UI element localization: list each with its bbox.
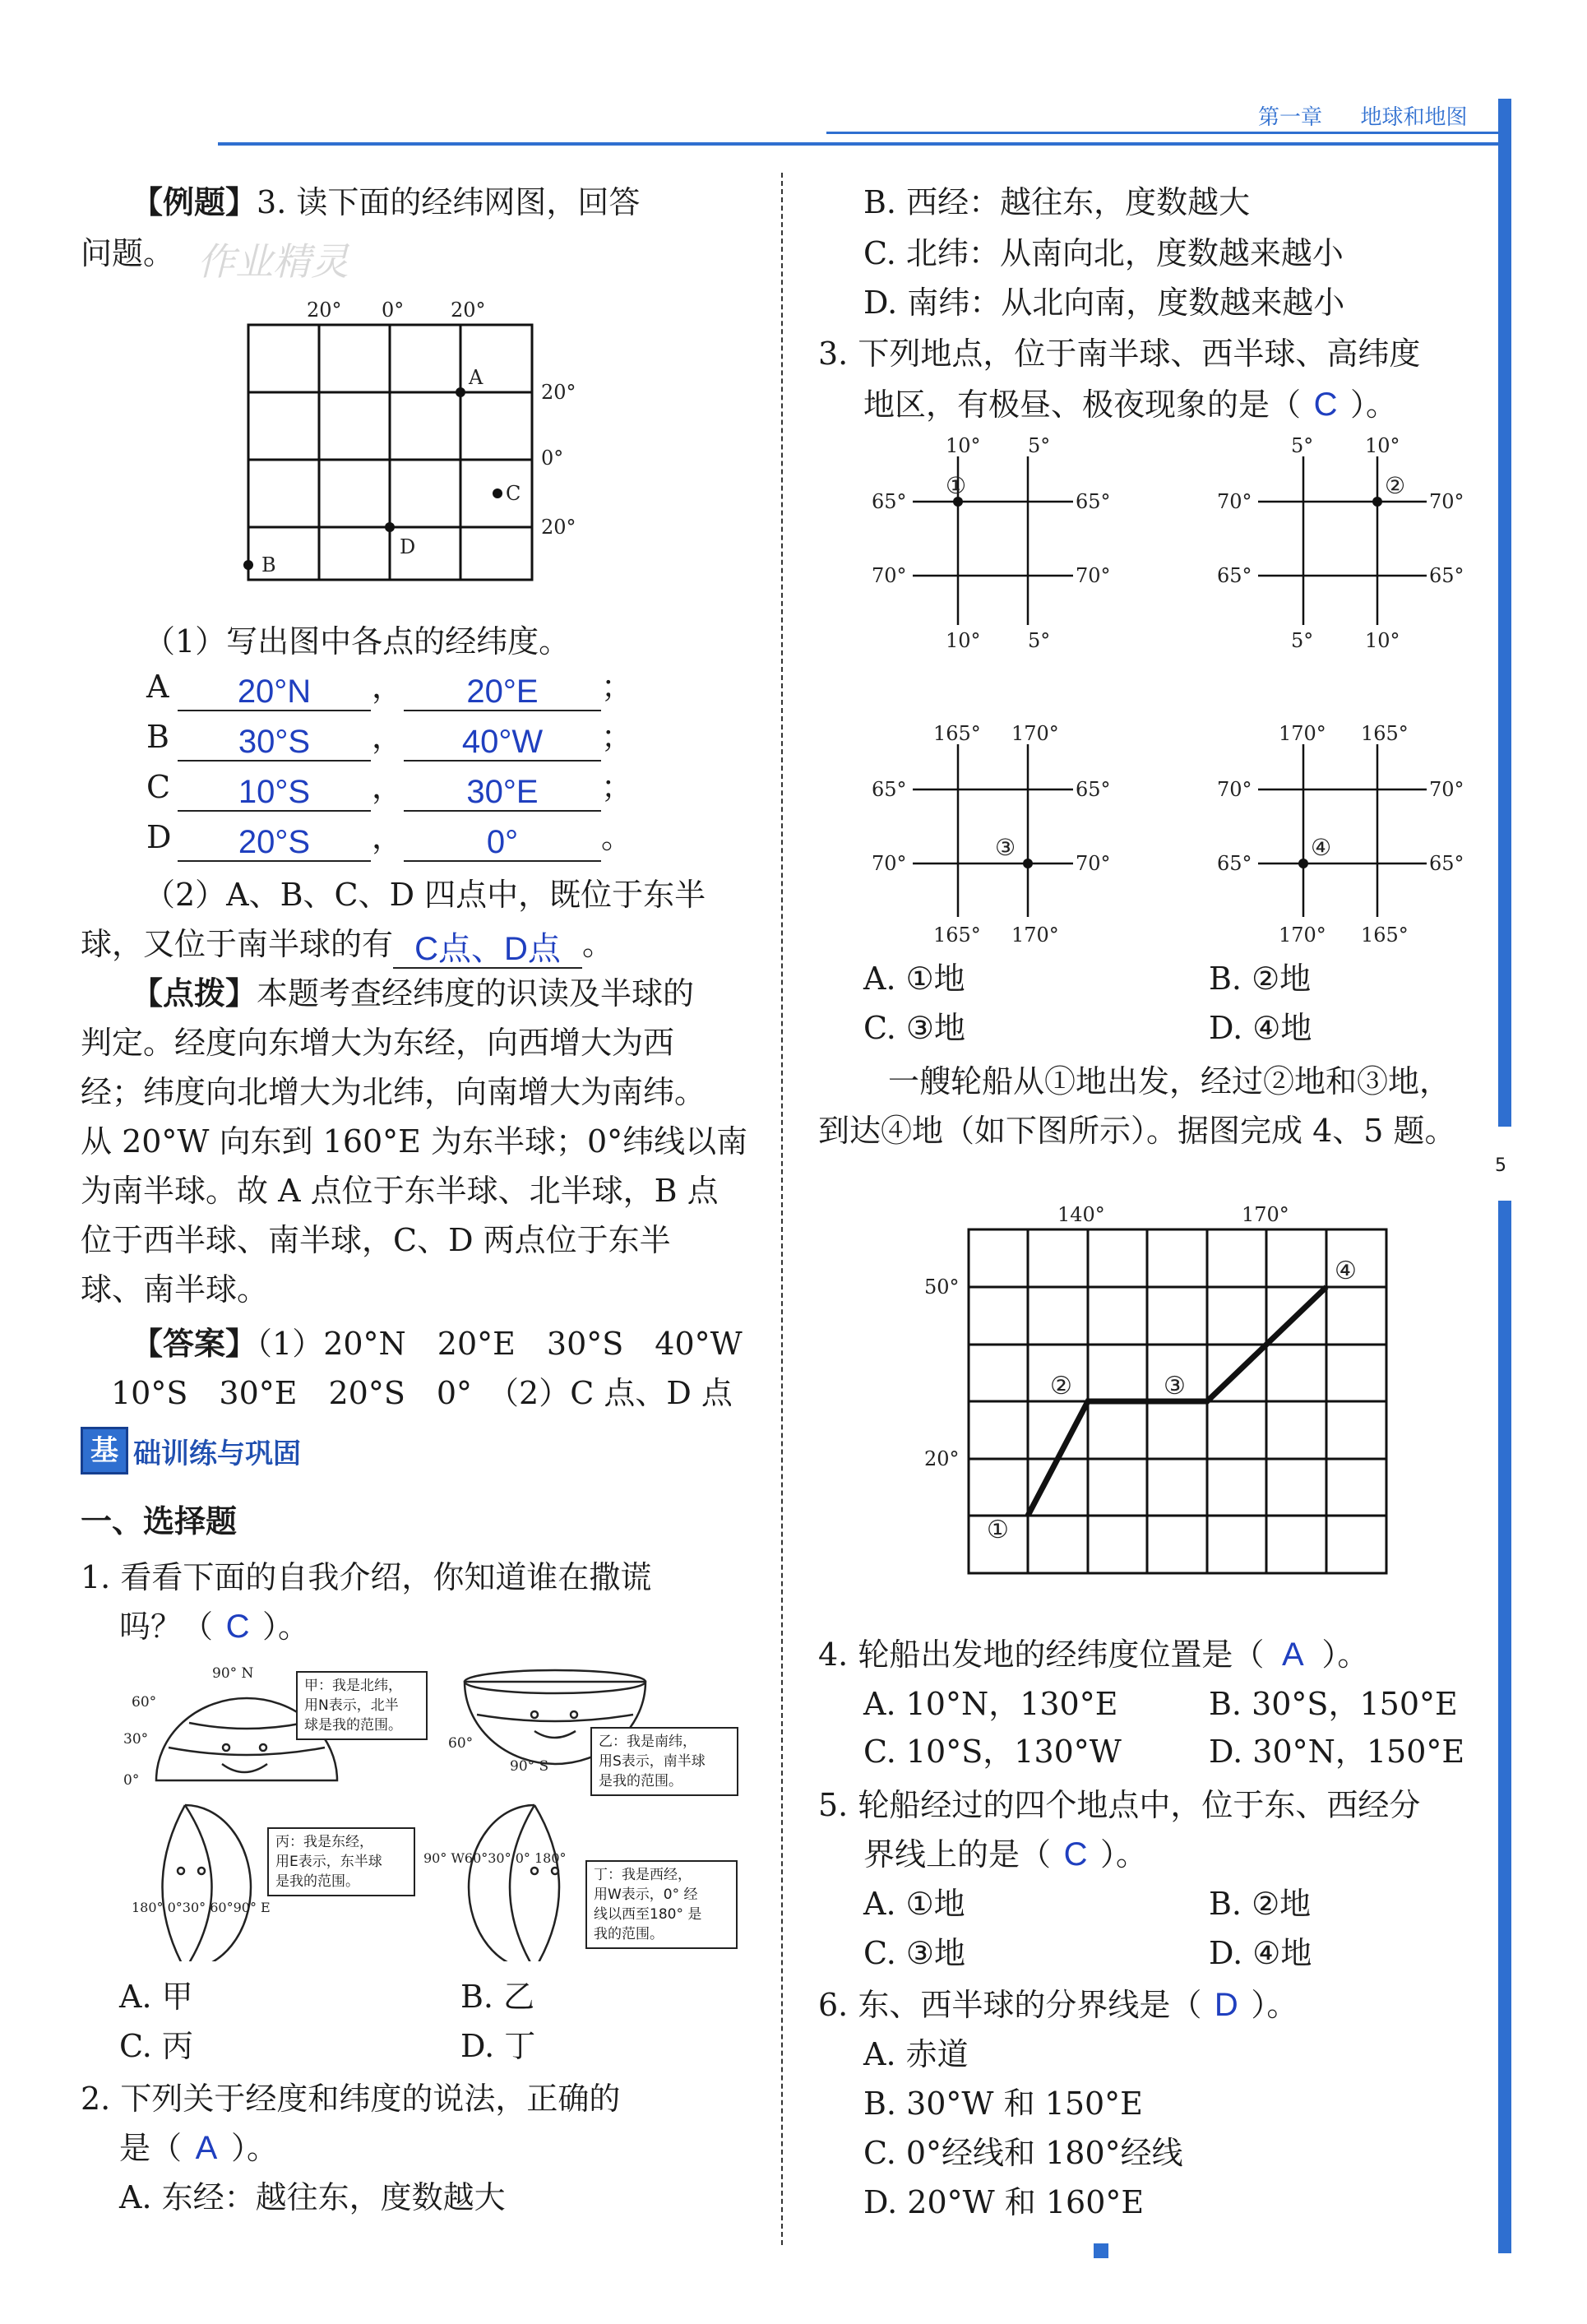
q5-line1: 5. 轮船经过的四个地点中，位于东、西经分 (818, 1787, 1421, 1823)
bubble-jia: 甲：我是北纬， 用N表示，北半 球是我的范围。 (296, 1671, 428, 1740)
answer-text: （1）20°N 20°E 30°S 40°W (257, 1326, 743, 1362)
lon-answer: 0° (404, 817, 601, 862)
svg-text:20°: 20° (924, 1447, 960, 1470)
answer-row (146, 762, 632, 812)
q1-option: C. 丙 (119, 2028, 193, 2064)
svg-text:70°: 70° (1076, 852, 1111, 875)
route-map (913, 1197, 1406, 1583)
section-icon: 基 (81, 1427, 128, 1474)
example-question (132, 178, 640, 227)
answer-tag: 【答案】 (132, 1325, 257, 1362)
q1-option: A. 甲 (119, 1979, 193, 2015)
route-mark-2: ② (1050, 1372, 1072, 1400)
q3-diagram-3 (863, 720, 1127, 950)
label-60: 60° (132, 1694, 157, 1711)
tip-line (81, 969, 755, 1018)
row-label: C (146, 769, 171, 805)
q3-end: ）。 (1350, 387, 1398, 423)
q2-option: A. 东经：越往东，度数越大 (119, 2179, 506, 2215)
separator: ， (371, 819, 403, 855)
tip-block (81, 969, 755, 1314)
q1-text: 吗？（ (119, 1609, 214, 1645)
grid-top-label: 0° (382, 299, 405, 322)
q5-end: ）。 (1100, 1836, 1148, 1873)
chapter-title: 地球和地图 (1360, 105, 1468, 130)
tip-line: 位于西半球、南半球，C、D 两点位于东半 (81, 1222, 671, 1258)
svg-text:70°: 70° (1217, 778, 1252, 801)
svg-text:65°: 65° (1429, 852, 1464, 875)
tip-line: 从 20°W 向东到 160°E 为东半球；0°纬线以南 (81, 1123, 748, 1160)
q6-end: ）。 (1251, 1987, 1298, 2023)
lon-answer: 30°E (404, 767, 601, 812)
tip-line: 判定。经度向东增大为东经，向西增大为西 (81, 1025, 675, 1061)
separator: ， (371, 719, 403, 755)
svg-text:165°: 165° (1361, 924, 1409, 947)
intro-line-2: 到达④地（如下图所示）。据图完成 4、5 题。 (818, 1113, 1456, 1149)
bubble-yi: 乙：我是南纬， 用S表示，南半球 是我的范围。 (590, 1727, 738, 1796)
q6-line (818, 1980, 1298, 2030)
header-rule-short (826, 132, 1509, 134)
svg-text:165°: 165° (933, 722, 981, 745)
watermark: 作业精灵 (197, 239, 349, 284)
q3-diagram-1 (863, 432, 1127, 658)
lat-answer: 10°S (178, 767, 371, 812)
svg-text:70°: 70° (872, 852, 907, 875)
q4-option: B. 30°S，150°E (1209, 1686, 1458, 1722)
tip-line: 球、南半球。 (81, 1271, 269, 1308)
point-a (456, 387, 465, 397)
lat-answer: 30°S (178, 717, 371, 762)
q3-option: D. ④地 (1209, 1010, 1312, 1046)
sub2-end: 。 (582, 926, 614, 962)
bottom-marker (1094, 2243, 1108, 2258)
row-end: ； (601, 769, 633, 805)
latlong-grid-figure (214, 292, 592, 596)
tip-line: 为南半球。故 A 点位于东半球、北半球，B 点 (81, 1173, 719, 1209)
q6-option: A. 赤道 (863, 2036, 969, 2072)
svg-text:②: ② (1385, 472, 1406, 499)
route-mark-1: ① (987, 1516, 1009, 1544)
answer-line-1 (132, 1319, 743, 1368)
west-hemisphere (469, 1805, 534, 1961)
intro-line-1: 一艘轮船从①地出发，经过②地和③地， (888, 1063, 1451, 1100)
grid-right-label: 0° (541, 447, 564, 470)
q2-option: D. 南纬：从北向南，度数越来越小 (863, 285, 1345, 321)
q2-option: B. 西经：越往东，度数越大 (863, 184, 1251, 220)
row-end: ； (601, 719, 633, 755)
svg-text:50°: 50° (924, 1275, 960, 1299)
label-60s: 60° (448, 1735, 474, 1752)
point-d (385, 522, 395, 532)
q2-text: 是（ (119, 2130, 183, 2166)
q2-option: C. 北纬：从南向北，度数越来越小 (863, 235, 1344, 271)
sub2-text: 球，又位于南半球的有 (81, 926, 394, 962)
q2-line2 (119, 2123, 278, 2173)
grid-right-label: 20° (541, 381, 576, 404)
svg-text:65°: 65° (872, 778, 907, 801)
q4-end: ）。 (1321, 1637, 1369, 1673)
svg-text:10°: 10° (946, 629, 981, 652)
svg-text:③: ③ (995, 834, 1016, 861)
svg-text:5°: 5° (1291, 434, 1314, 457)
svg-text:170°: 170° (1279, 722, 1326, 745)
svg-text:170°: 170° (1242, 1203, 1289, 1226)
q2-end: ）。 (231, 2130, 279, 2166)
svg-text:170°: 170° (1011, 722, 1059, 745)
svg-text:165°: 165° (1361, 722, 1409, 745)
svg-text:5°: 5° (1028, 434, 1051, 457)
answer-row (146, 812, 632, 863)
svg-text:65°: 65° (1429, 564, 1464, 587)
q1-option: B. 乙 (460, 1979, 535, 2015)
answer-line-2: 10°S 30°E 20°S 0° （2）C 点、D 点 (111, 1375, 733, 1411)
q3-text: 地区，有极昼、极夜现象的是（ (863, 387, 1302, 423)
svg-text:65°: 65° (1076, 490, 1111, 513)
side-bar-top (1498, 99, 1511, 1127)
svg-text:10°: 10° (1365, 629, 1400, 652)
svg-text:65°: 65° (1217, 852, 1252, 875)
answer-row (146, 662, 632, 712)
q3-option: A. ①地 (863, 961, 965, 997)
q5-option: A. ①地 (863, 1886, 965, 1922)
q4-answer: A (1282, 1637, 1304, 1673)
label-90s: 90° S (510, 1758, 549, 1775)
sub-question-1: （1）写出图中各点的经纬度。 (144, 623, 571, 660)
point-b-label: B (261, 553, 276, 576)
tip-tag: 【点拨】 (132, 975, 257, 1012)
q2-line1: 2. 下列关于经度和纬度的说法，正确的 (81, 2081, 621, 2117)
point-d-label: D (400, 535, 416, 558)
svg-text:④: ④ (1311, 834, 1332, 861)
q1-option: D. 丁 (460, 2028, 536, 2064)
grid-top-label: 20° (307, 299, 342, 322)
svg-text:①: ① (946, 472, 967, 499)
svg-text:70°: 70° (1217, 490, 1252, 513)
west-axis-label: 90° W60°30° 0° 180° (423, 1850, 567, 1866)
grid-right-label: 20° (541, 516, 576, 539)
svg-text:140°: 140° (1057, 1203, 1105, 1226)
example-question-2: 问题。 (81, 235, 175, 271)
q5-option: B. ②地 (1209, 1886, 1312, 1922)
svg-text:10°: 10° (946, 434, 981, 457)
svg-text:170°: 170° (1279, 924, 1326, 947)
q6-text: 6. 东、西半球的分界线是（ (818, 1987, 1202, 2023)
example-text: 3. 读下面的经纬网图，回答 (257, 184, 641, 220)
q3-diagram-4 (1209, 720, 1480, 950)
label-30: 30° (123, 1731, 149, 1748)
q3-diagram-2 (1209, 432, 1480, 658)
q4-line (818, 1630, 1368, 1679)
svg-text:65°: 65° (1076, 778, 1111, 801)
svg-text:170°: 170° (1011, 924, 1059, 947)
svg-text:165°: 165° (933, 924, 981, 947)
q4-option: C. 10°S，130°W (863, 1734, 1122, 1770)
row-end: 。 (601, 819, 633, 855)
q5-text: 界线上的是（ (863, 1836, 1052, 1873)
label-0: 0° (123, 1772, 140, 1789)
part-heading: 一、选择题 (81, 1503, 238, 1539)
svg-text:70°: 70° (872, 564, 907, 587)
svg-text:65°: 65° (1217, 564, 1252, 587)
page-number: 5 (1495, 1155, 1506, 1176)
q3-option: B. ②地 (1209, 961, 1312, 997)
svg-text:70°: 70° (1429, 490, 1464, 513)
route-mark-3: ③ (1164, 1372, 1186, 1400)
lon-answer: 40°W (404, 717, 601, 762)
point-c (493, 488, 502, 498)
svg-text:65°: 65° (872, 490, 907, 513)
side-bar-bottom (1498, 1201, 1511, 2253)
answer-rows (146, 662, 632, 863)
separator: ， (371, 769, 403, 805)
lon-answer: 20°E (404, 667, 601, 711)
tip-text: 本题考查经纬度的识读及半球的 (257, 975, 695, 1012)
q5-answer: C (1063, 1836, 1088, 1873)
answer-row (146, 712, 632, 762)
q6-option: D. 20°W 和 160°E (863, 2184, 1145, 2220)
sub-question-2-line2 (81, 919, 613, 969)
q4-option: A. 10°N，130°E (863, 1686, 1118, 1722)
sub2-answer: C点、D点 (393, 924, 582, 969)
section-title: 础训练与巩固 (133, 1437, 301, 1470)
example-tag: 【例题】 (132, 183, 257, 220)
q3-option: C. ③地 (863, 1010, 965, 1046)
lat-answer: 20°S (178, 817, 371, 862)
lat-answer: 20°N (178, 667, 371, 711)
bubble-bing: 丙：我是东经， 用E表示，东半球 是我的范围。 (267, 1827, 415, 1896)
q1-end: ）。 (262, 1609, 310, 1645)
q4-text: 4. 轮船出发地的经纬度位置是（ (818, 1637, 1265, 1673)
section-heading (81, 1427, 301, 1474)
east-axis-label: 180° 0°30° 60°90° E (132, 1900, 271, 1915)
header-chapter (1258, 100, 1468, 131)
q3-line1: 3. 下列地点，位于南半球、西半球、高纬度 (818, 336, 1421, 372)
point-a-label: A (469, 366, 484, 389)
separator: ， (371, 669, 403, 705)
row-label: A (146, 669, 169, 705)
row-end: ； (601, 669, 633, 705)
q6-option: C. 0°经线和 180°经线 (863, 2135, 1183, 2171)
row-label: B (146, 719, 169, 755)
svg-text:10°: 10° (1365, 434, 1400, 457)
q1-line2 (119, 1602, 309, 1651)
svg-text:5°: 5° (1028, 629, 1051, 652)
route-mark-4: ④ (1335, 1257, 1357, 1285)
column-divider (781, 173, 783, 2245)
grid-top-label: 20° (451, 299, 486, 322)
sub-question-2: （2）A、B、C、D 四点中，既位于东半 (144, 877, 706, 913)
q1-answer: C (225, 1609, 250, 1645)
svg-text:5°: 5° (1291, 629, 1314, 652)
label-90n: 90° N (212, 1665, 254, 1682)
point-b (243, 560, 253, 570)
q5-option: C. ③地 (863, 1935, 965, 1971)
q3-answer: C (1313, 387, 1338, 423)
header-rule (218, 142, 1509, 146)
east-hemisphere (185, 1805, 251, 1961)
q6-answer: D (1214, 1987, 1238, 2023)
svg-text:70°: 70° (1429, 778, 1464, 801)
q5-option: D. ④地 (1209, 1935, 1312, 1971)
tip-line: 经；纬度向北增大为北纬，向南增大为南纬。 (81, 1074, 706, 1110)
q2-answer: A (195, 2130, 218, 2166)
bubble-ding: 丁：我是西经， 用W表示，0° 经 线以西至180° 是 我的范围。 (585, 1860, 738, 1949)
grid-lines (248, 325, 532, 580)
svg-text:70°: 70° (1076, 564, 1111, 587)
q3-line2 (863, 380, 1397, 429)
point-c-label: C (506, 482, 521, 505)
q1-line1: 1. 看看下面的自我介绍，你知道谁在撒谎 (81, 1559, 652, 1595)
q5-line2 (863, 1830, 1147, 1879)
q6-option: B. 30°W 和 150°E (863, 2086, 1143, 2122)
row-label: D (146, 819, 172, 855)
chapter-label: 第一章 (1258, 105, 1323, 130)
q4-option: D. 30°N，150°E (1209, 1734, 1465, 1770)
